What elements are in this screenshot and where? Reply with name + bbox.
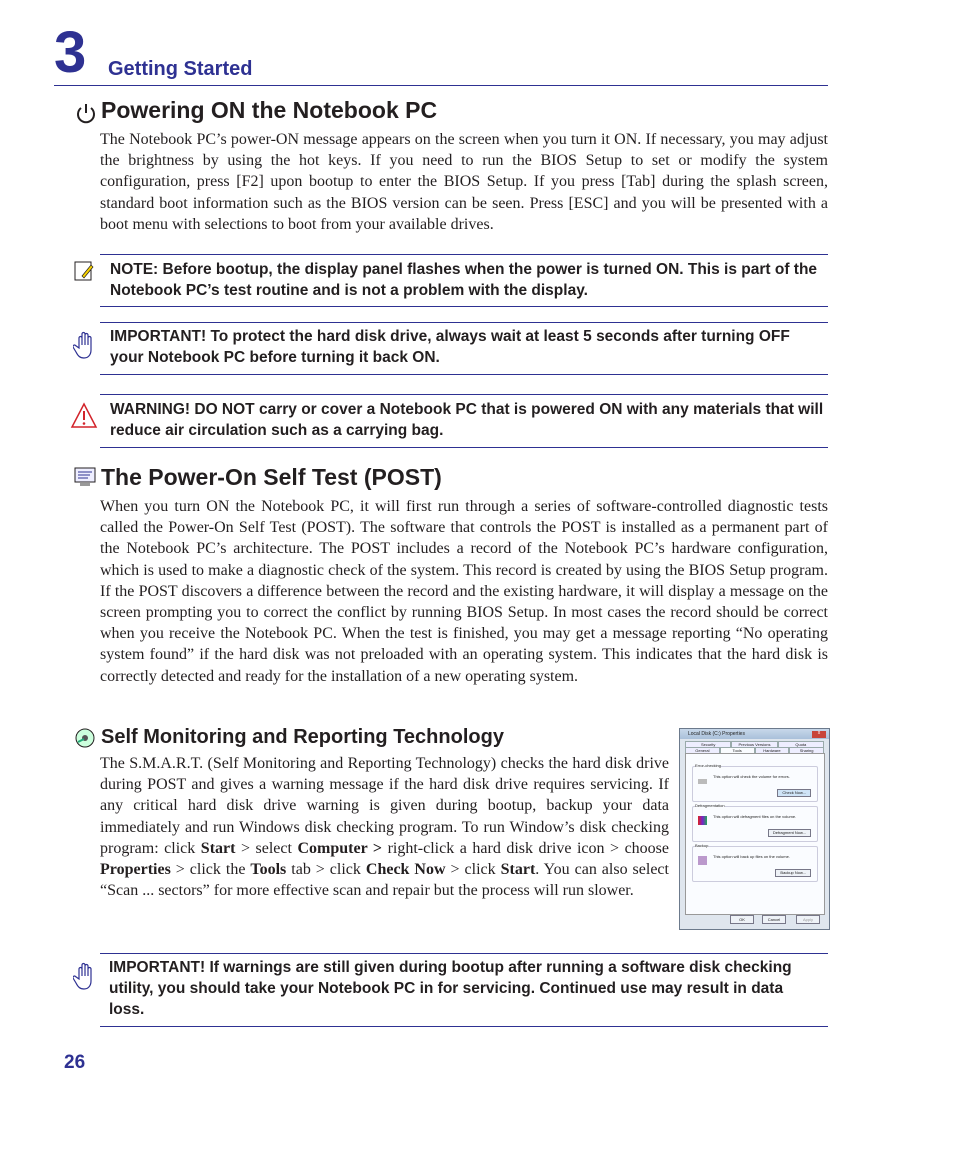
note-rule-bottom (100, 306, 828, 307)
error-checking-group (692, 763, 818, 802)
tab-tools: Tools (720, 747, 755, 754)
smart-bold-properties: Properties (100, 861, 171, 879)
smart-text: . You can also select “Scan ... sectors” for more effective scan and repair but the process will run slower. (100, 861, 669, 900)
smart-bold-start: Start (200, 839, 236, 857)
dialog-title: Local Disk (C:) Properties (688, 730, 745, 737)
hand-stop-icon (73, 961, 97, 991)
note-text: NOTE: Before bootup, the display panel flashes when the power is turned ON. This is part of the Notebook PC’s test routine and is not a problem with the display. (110, 261, 818, 299)
tab-hardware: Hardware (755, 747, 790, 755)
defragmentation-group (692, 803, 818, 842)
group-text: This option will defragment files on the volume. (713, 814, 797, 819)
backup-icon (698, 856, 707, 865)
important-rule-top (100, 322, 828, 323)
monitor-test-icon (74, 467, 96, 487)
group-label: Backup (695, 843, 709, 848)
tab-security: Security (685, 741, 731, 749)
smart-bold-check-now: Check Now (365, 861, 446, 879)
backup-now-button: Backup Now... (775, 869, 811, 877)
group-label: Defragmentation (695, 803, 725, 808)
smart-bold-start: Start (500, 861, 536, 879)
tab-previous-versions: Previous Versions (731, 741, 777, 749)
cancel-button: Cancel (762, 915, 786, 924)
warning-icon (70, 402, 98, 430)
tab-quota: Quota (778, 741, 824, 749)
important-text: IMPORTANT! To protect the hard disk drive, always wait at least 5 seconds after turning OFF your Notebook PC before turning it back ON. (110, 328, 790, 366)
warning-text: WARNING! DO NOT carry or cover a Notebook PC that is powered ON with any materials that will reduce air circulation such as a carrying bag. (110, 401, 824, 439)
final-important-rule-bottom (100, 1026, 828, 1027)
section-title-post: The Power-On Self Test (POST) (101, 464, 442, 490)
smart-text: right-click a hard disk drive icon > choose (382, 839, 669, 857)
tab-general: General (685, 747, 720, 755)
smart-bold-computer: Computer > (297, 839, 383, 857)
ok-button: OK (730, 915, 754, 924)
final-important-rule-top (100, 953, 828, 954)
smart-body (100, 753, 669, 901)
note-rule-top (100, 254, 828, 255)
smart-text: tab > click (286, 861, 366, 879)
section-title-powering-on: Powering ON the Notebook PC (101, 97, 438, 123)
warning-rule-bottom (100, 447, 828, 448)
dialog-close-button: x (812, 731, 826, 738)
backup-group (692, 843, 818, 882)
group-text: This option will back up files on the volume. (713, 854, 790, 859)
defragment-now-button: Defragment Now... (768, 829, 811, 837)
chapter-number: 3 (54, 20, 87, 85)
tab-sharing: Sharing (789, 747, 824, 755)
smart-text: The S.M.A.R.T. (Self Monitoring and Reporting Technology) checks the hard disk drive during POST and gives a warning message if the hard disk drive requires servicing. If any critical hard disk drive warning is given during bootup, backup your data immediately and run Windows disk checking program. To run Window’s disk checking program: click (100, 755, 669, 857)
page-number: 26 (64, 1052, 86, 1073)
smart-text: > click (445, 861, 501, 879)
chapter-title: Getting Started (108, 58, 253, 80)
disk-properties-screenshot (679, 728, 830, 930)
smart-disk-icon (74, 727, 96, 749)
header-rule (54, 85, 828, 86)
warning-rule-top (100, 394, 828, 395)
defrag-icon (698, 816, 707, 825)
post-body: When you turn ON the Notebook PC, it will first run through a series of software-controlled diagnostic tests called the Power-On Self Test (POST). The software that controls the POST is installed as a permanent part of the Notebook PC’s architecture. The POST includes a record of the Notebook PC’s hardware configuration, which is used to make a diagnostic check of the system. This record is created by using the BIOS Setup program. If the POST discovers a difference between the record and the existing hardware, it will display a message on the screen prompting you to correct the conflict by running BIOS Setup. In most cases the record should be correct when you receive the Notebook PC. When the test is finished, you may get a message reporting “No operating system found” if the hard disk was not preloaded with an operating system. This indicates that the hard disk is correctly detected and ready for the installation of a new operating system. (100, 498, 828, 685)
final-important-text: IMPORTANT! If warnings are still given during bootup after running a software disk checking utility, you should take your Notebook PC in for servicing. Continued use may result in data loss. (109, 959, 792, 1018)
hand-stop-icon (73, 330, 97, 360)
tools-panel (685, 753, 825, 915)
smart-bold-tools: Tools (250, 861, 287, 879)
dialog-titlebar (680, 729, 829, 739)
note-icon (74, 260, 94, 282)
apply-button: Apply (796, 915, 820, 924)
powering-on-body: The Notebook PC’s power-ON message appears on the screen when you turn it ON. If necessary, you may adjust the brightness by using the hot keys. If you need to run the BIOS Setup to set or modify the system configuration, press [F2] upon bootup to enter the BIOS Setup. If you press [Tab] during the splash screen, standard boot information such as the BIOS version can be seen. Press [ESC] and you will be presented with a boot menu with selections to boot from your available drives. (100, 131, 828, 233)
section-title-smart: Self Monitoring and Reporting Technology (101, 726, 504, 748)
group-label: Error-checking (695, 763, 722, 768)
smart-text: > click the (170, 861, 251, 879)
smart-text: > select (235, 839, 298, 857)
important-rule-bottom (100, 374, 828, 375)
check-now-button: Check Now... (777, 789, 811, 797)
group-text: This option will check the volume for errors. (713, 774, 790, 779)
drive-icon (698, 779, 707, 784)
power-icon (75, 102, 97, 124)
